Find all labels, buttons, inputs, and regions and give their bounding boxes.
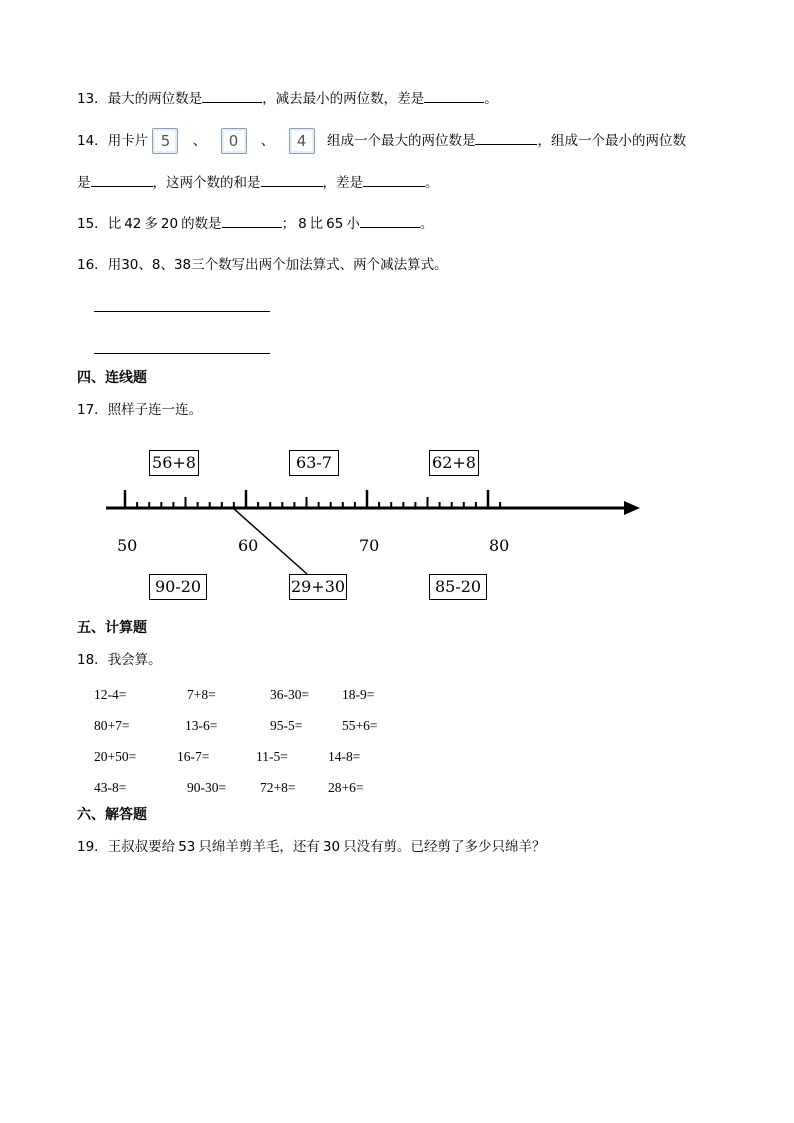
calc-item[interactable]: 14-8=	[328, 749, 361, 764]
section-heading-matching: 四、连线题	[77, 370, 147, 386]
question-text: 用卡片	[107, 133, 149, 149]
calc-item[interactable]: 80+7=	[94, 718, 130, 733]
expression-box-top[interactable]: 62+8	[429, 450, 479, 476]
expression-box-bottom[interactable]: 29+30	[289, 574, 347, 600]
question-text: 我会算。	[107, 652, 162, 668]
number: 65	[326, 216, 344, 232]
question-number: 19．	[77, 839, 108, 855]
section-heading-calculation: 五、计算题	[77, 620, 147, 636]
expression-box-top[interactable]: 63-7	[289, 450, 339, 476]
question-text: ，这两个数的和是	[152, 175, 261, 191]
number: 8	[298, 216, 307, 232]
expression-box-bottom[interactable]: 85-20	[429, 574, 487, 600]
question-text: 照样子连一连。	[107, 402, 203, 418]
question-text: 比	[107, 216, 122, 232]
calc-item[interactable]: 13-6=	[185, 718, 218, 733]
question-text: 只没有剪。已经剪了多少只绵羊？	[343, 839, 546, 855]
arrow-head-icon	[624, 501, 640, 515]
question-text: 。	[425, 175, 439, 191]
expression-box-top[interactable]: 56+8	[149, 450, 199, 476]
axis-label-50: 50	[117, 536, 138, 555]
number-card-5: 5	[152, 128, 178, 154]
question-text: 用	[107, 257, 122, 273]
calc-item[interactable]: 7+8=	[187, 687, 216, 702]
question-text: 最大的两位数是	[107, 91, 203, 107]
number-card-0: 0	[221, 128, 247, 154]
question-text: ，组成一个最小的两位数	[537, 133, 686, 149]
number-card-4: 4	[289, 128, 315, 154]
calc-item[interactable]: 36-30=	[270, 687, 310, 702]
calc-item[interactable]: 72+8=	[260, 780, 296, 795]
question-text: 。	[419, 216, 434, 232]
question-text: 比	[309, 216, 324, 232]
question-text: 王叔叔要给	[107, 839, 176, 855]
question-number: 15．	[77, 216, 108, 232]
calc-item[interactable]: 90-30=	[187, 780, 227, 795]
calc-item[interactable]: 12-4=	[94, 687, 127, 702]
number-list: 30、8、38	[121, 257, 192, 273]
question-text: 只绵羊剪羊毛，还有	[198, 839, 320, 855]
expression-box-bottom[interactable]: 90-20	[149, 574, 207, 600]
number: 20	[160, 216, 179, 232]
calc-item[interactable]: 11-5=	[256, 749, 288, 764]
question-number: 17．	[77, 402, 108, 418]
question-number: 13．	[77, 91, 108, 107]
question-text: 多	[144, 216, 158, 232]
calc-item[interactable]: 28+6=	[328, 780, 364, 795]
question-text: 的数是	[181, 216, 222, 232]
section-heading-word-problems: 六、解答题	[77, 807, 147, 823]
axis-label-80: 80	[489, 536, 510, 555]
question-19	[77, 837, 546, 857]
question-number: 14．	[77, 133, 108, 149]
number-line-ticks	[125, 490, 500, 508]
axis-label-70: 70	[359, 536, 380, 555]
axis-label-60: 60	[238, 536, 259, 555]
question-text: 小	[346, 216, 360, 232]
question-text: 。	[484, 91, 498, 107]
calc-item[interactable]: 43-8=	[94, 780, 127, 795]
question-text: ，差是	[322, 175, 363, 191]
calc-item[interactable]: 95-5=	[270, 718, 303, 733]
calc-item[interactable]: 18-9=	[342, 687, 375, 702]
question-number: 16．	[77, 257, 108, 273]
question-number: 18．	[77, 652, 108, 668]
calc-item[interactable]: 16-7=	[177, 749, 210, 764]
question-18	[77, 650, 162, 670]
separator: 、	[260, 133, 275, 149]
separator: 、	[192, 133, 207, 149]
question-text: 是	[77, 175, 91, 191]
calc-item[interactable]: 55+6=	[342, 718, 378, 733]
question-text: ，减去最小的两位数，差是	[262, 91, 425, 107]
number: 53	[178, 839, 196, 855]
number: 42	[124, 216, 142, 232]
calc-item[interactable]: 20+50=	[94, 749, 137, 764]
question-text: 组成一个最大的两位数是	[326, 133, 476, 149]
question-text: 三个数写出两个加法算式、两个减法算式。	[191, 257, 448, 273]
question-text: ；	[281, 216, 296, 232]
number: 30	[322, 839, 341, 855]
